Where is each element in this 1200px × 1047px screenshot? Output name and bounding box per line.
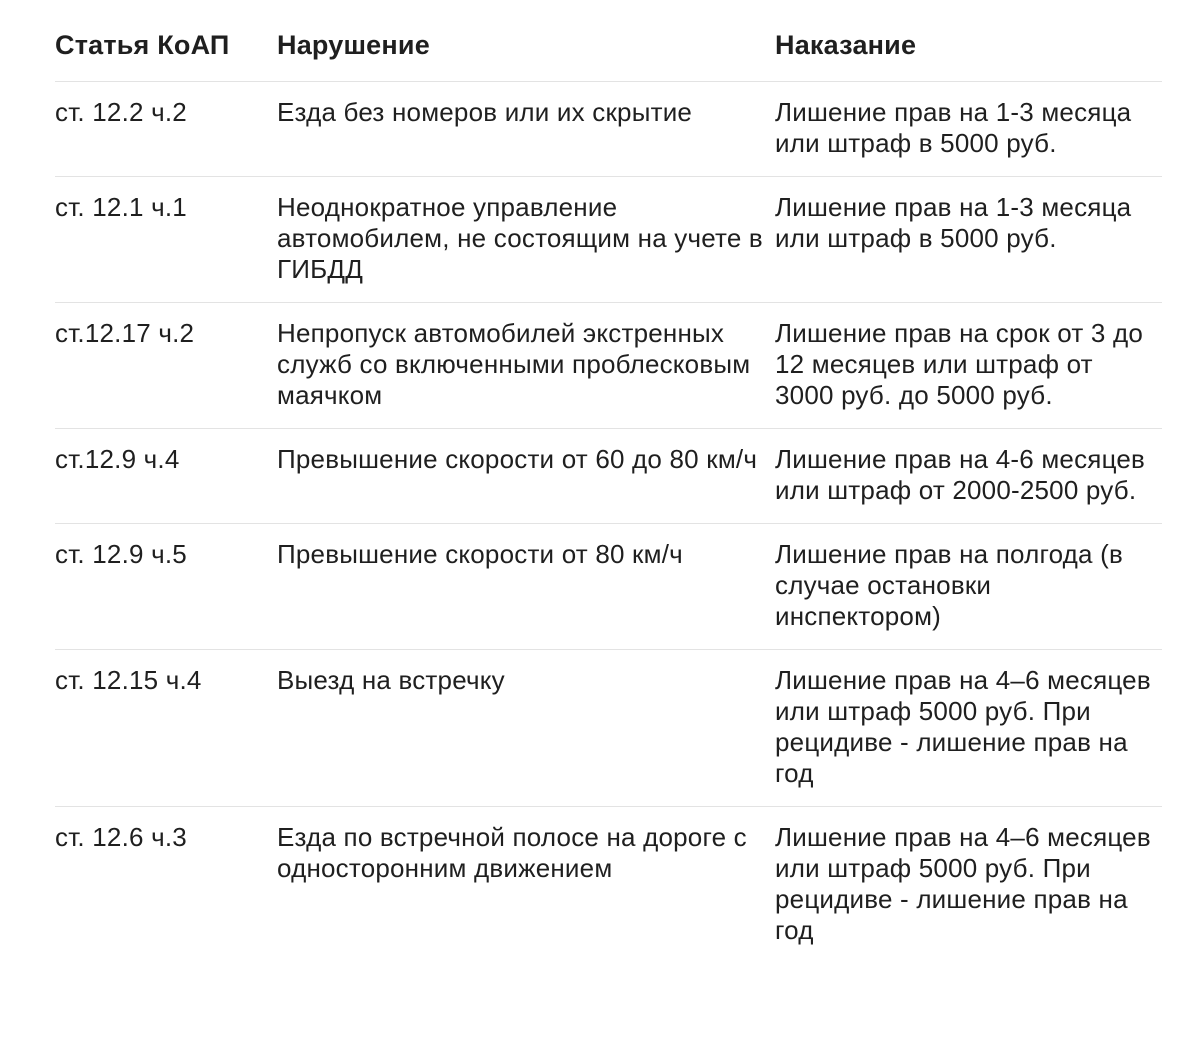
header-article: Статья КоАП	[55, 26, 277, 82]
cell-article: ст. 12.9 ч.5	[55, 524, 277, 650]
cell-violation: Езда по встречной полосе на дороге с односторонним движением	[277, 822, 747, 883]
cell-penalty: Лишение прав на 1-3 месяца или штраф в 5000 руб.	[775, 82, 1162, 177]
koap-penalties-table	[55, 26, 1162, 963]
cell-article: ст.12.9 ч.4	[55, 429, 277, 524]
table-row	[55, 807, 1162, 964]
table-row	[55, 650, 1162, 807]
cell-penalty: Лишение прав на полгода (в случае остановки инспектором)	[775, 524, 1162, 650]
table-row	[55, 524, 1162, 650]
cell-article: ст. 12.1 ч.1	[55, 177, 277, 303]
cell-article: ст. 12.6 ч.3	[55, 822, 187, 852]
cell-violation: Езда без номеров или их скрытие	[277, 82, 775, 177]
cell-violation: Неоднократное управление автомобилем, не состоящим на учете в ГИБДД	[277, 177, 775, 303]
cell-penalty: Лишение прав на 1-3 месяца или штраф в 5000 руб.	[775, 177, 1162, 303]
header-penalty: Наказание	[775, 26, 1162, 82]
cell-penalty: Лишение прав на срок от 3 до 12 месяцев или штраф от 3000 руб. до 5000 руб.	[775, 303, 1162, 429]
koap-table-container	[55, 26, 1162, 963]
table-row	[55, 82, 1162, 177]
cell-penalty: Лишение прав на 4–6 месяцев или штраф 5000 руб. При рецидиве - лишение прав на год	[775, 822, 1151, 945]
table-row	[55, 177, 1162, 303]
header-violation: Нарушение	[277, 26, 775, 82]
cell-article: ст. 12.2 ч.2	[55, 82, 277, 177]
cell-penalty: Лишение прав на 4-6 месяцев или штраф от 2000-2500 руб.	[775, 429, 1162, 524]
table-row	[55, 429, 1162, 524]
cell-article: ст. 12.15 ч.4	[55, 650, 277, 807]
table-row	[55, 303, 1162, 429]
cell-penalty: Лишение прав на 4–6 месяцев или штраф 5000 руб. При рецидиве - лишение прав на год	[775, 650, 1162, 807]
cell-violation: Непропуск автомобилей экстренных служб со включенными проблесковым маячком	[277, 303, 775, 429]
cell-violation: Выезд на встречку	[277, 650, 775, 807]
cell-article: ст.12.17 ч.2	[55, 303, 277, 429]
cell-violation: Превышение скорости от 80 км/ч	[277, 524, 775, 650]
table-header-row	[55, 26, 1162, 82]
cell-violation: Превышение скорости от 60 до 80 км/ч	[277, 429, 775, 524]
